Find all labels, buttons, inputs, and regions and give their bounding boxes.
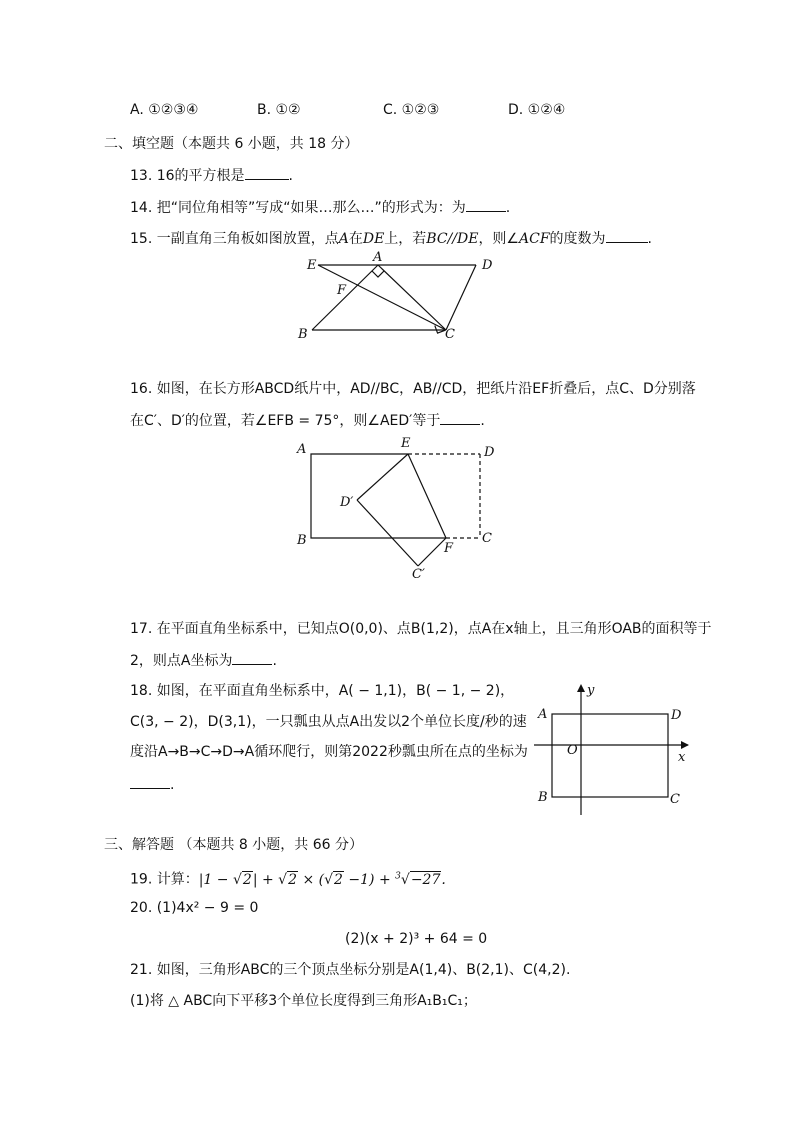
q15-prefix: 15. 一副直角三角板如图放置，点 [130,231,339,247]
label-o: O [567,743,578,758]
question-16-line-1: 16. 如图，在长方形ABCD纸片中，AD//BC，AB//CD，把纸片沿EF折叠后，点C、D分别落 [130,381,696,397]
label-b: B [538,790,548,805]
label-c-prime: C′ [412,567,425,582]
question-18-line-1: 18. 如图，在平面直角坐标系中，A( − 1,1)，B( − 1, − 2)， [130,683,515,699]
label-b: B [297,533,307,548]
q17-line-2-text: 2，则点A坐标为 [130,653,233,669]
label-c: C [482,531,492,546]
label-a: A [538,707,548,722]
label-a: A [297,442,307,457]
section-3-title: 三、解答题 （本题共 8 小题，共 66 分） [104,837,363,853]
q17-end: . [272,653,277,669]
label-f: F [337,283,347,298]
label-d-prime: D′ [340,495,354,510]
label-d: D [482,258,493,273]
option-d: D. ①②④ [508,102,566,118]
q15-mid-2: 上，若 [384,231,427,247]
label-c: C [670,792,680,807]
question-20-part-1: 20. (1)4x² − 9 = 0 [130,900,259,916]
q15-angle: ACF [519,231,550,247]
option-a: A. ①②③④ [130,102,199,118]
y-axis-arrow [577,684,585,692]
q14-end: . [505,200,511,216]
question-19 [130,866,446,890]
option-c: C. ①②③ [383,102,440,118]
q16-line-2-text: 在C′、D′的位置，若∠EFB = 75°，则∠AED′等于 [130,413,441,429]
q19-label: 19. 计算： [130,871,199,888]
question-20-part-2: (2)(x + 2)³ + 64 = 0 [345,931,488,947]
label-x: x [678,750,686,765]
q15-mid-4: 的度数为 [549,231,606,247]
q15-end: . [647,231,652,247]
label-y: y [587,683,595,698]
label-b: B [298,327,308,342]
label-f: F [444,541,454,556]
q18-end: . [170,777,175,793]
q15-mid-1: 在 [348,231,363,247]
question-21-line-1: 21. 如图，三角形ABC的三个顶点坐标分别是A(1,4)、B(2,1)、C(4,2). [130,962,571,978]
q15-point-a: A [338,231,349,247]
q16-end: . [480,413,485,429]
label-c: C [445,327,455,342]
option-b: B. ①② [257,102,301,118]
q19-expression: |1 − √2| + √2 × (√2 −1) + $^3$√−27. [198,871,446,888]
label-e: E [401,436,411,451]
q13-end: . [288,168,293,184]
q13-text: 13. 16的平方根是 [130,168,245,184]
q15-parallel: BC//DE [426,231,479,247]
label-a: A [373,250,383,265]
question-21-line-2: (1)将 △ ABC向下平移3个单位长度得到三角形A₁B₁C₁； [130,993,477,1009]
label-d: D [484,445,495,460]
label-d: D [671,708,682,723]
section-2-title: 二、填空题（本题共 6 小题，共 18 分） [104,136,359,152]
q15-line-de: DE [362,231,385,247]
question-18-line-2: C(3, − 2)，D(3,1)，一只瓢虫从点A出发以2个单位长度/秒的速 [130,714,527,730]
label-e: E [307,258,317,273]
q14-text: 14. 把“同位角相等”写成“如果…那么…”的形式为：为 [130,200,466,216]
q15-mid-3: ，则∠ [478,231,519,247]
question-17-line-1: 17. 在平面直角坐标系中，已知点O(0,0)、点B(1,2)，点A在x轴上，且三角形OAB的面积等于 [130,621,712,637]
x-axis-arrow [681,741,689,749]
question-18-line-3: 度沿A→B→C→D→A循环爬行，则第2022秒瓢虫所在点的坐标为 [130,744,528,760]
